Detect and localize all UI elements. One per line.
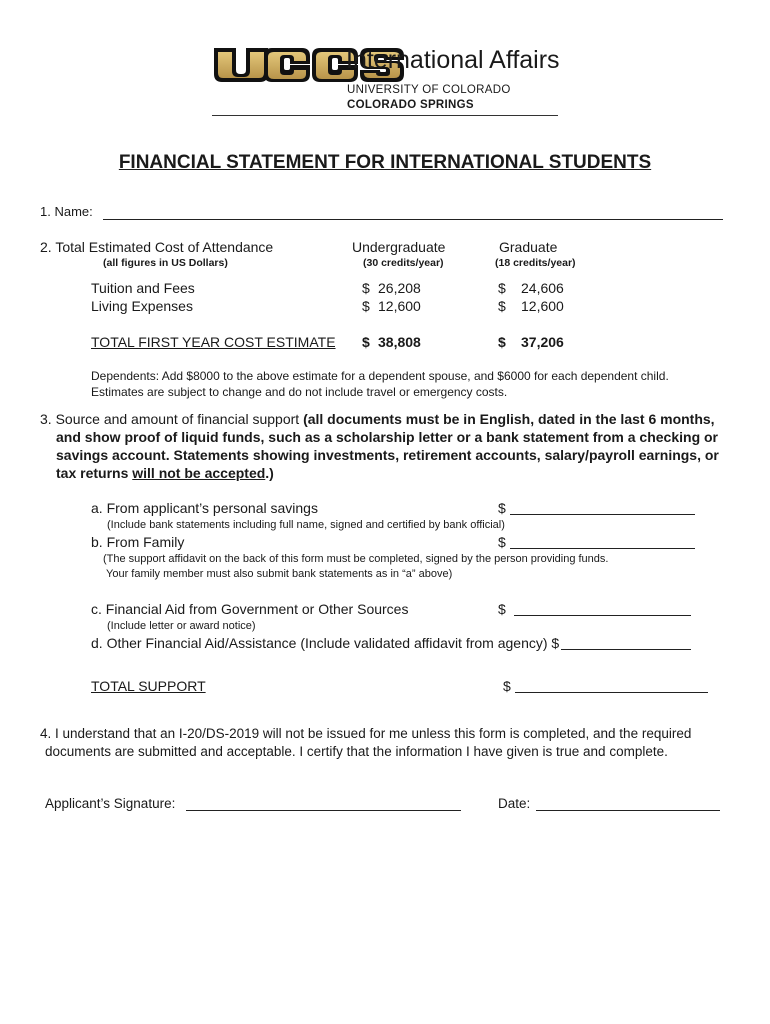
header-divider: [212, 115, 558, 116]
support-heading-intro: 3. Source and amount of financial support: [40, 411, 304, 427]
tuition-ug-currency: $: [362, 280, 370, 296]
living-ug-currency: $: [362, 298, 370, 314]
dependents-note: Dependents: Add $8000 to the above estimate for a dependent spouse, and $6000 for each dependent child.: [91, 369, 669, 383]
government-aid-amount-field[interactable]: [514, 615, 691, 616]
total-support-dollar: $: [503, 678, 511, 694]
support-requirements-4: [56, 465, 274, 481]
name-field[interactable]: [103, 219, 723, 220]
certification-line-1: 4. I understand that an I-20/DS-2019 will not be issued for me unless this form is completed, and the required: [40, 726, 692, 741]
graduate-credits: (18 credits/year): [495, 257, 576, 269]
government-aid-note: (Include letter or award notice): [107, 620, 256, 632]
living-ug-value: 12,600: [378, 298, 421, 314]
university-line-2: COLORADO SPRINGS: [347, 99, 474, 111]
living-grad-value: 12,600: [521, 298, 564, 314]
tuition-grad-value: 24,606: [521, 280, 564, 296]
support-requirements-1: (all documents must be in English, dated in the last 6 months,: [303, 411, 715, 427]
signature-label: Applicant’s Signature:: [45, 796, 176, 811]
total-cost-label: TOTAL FIRST YEAR COST ESTIMATE: [91, 334, 336, 350]
undergraduate-header: Undergraduate: [352, 239, 446, 255]
support-requirements-3: savings account. Statements showing investments, retirement accounts, salary/payroll earnings, or: [56, 447, 719, 463]
living-grad-currency: $: [498, 298, 506, 314]
savings-note: (Include bank statements including full name, signed and certified by bank official): [107, 519, 505, 531]
name-label: 1. Name:: [40, 204, 93, 219]
support-heading: [40, 411, 715, 427]
page-title: FINANCIAL STATEMENT FOR INTERNATIONAL STUDENTS: [118, 152, 652, 173]
certification-line-2: documents are submitted and acceptable. I certify that the information I have given is true and complete.: [45, 744, 668, 759]
not-accepted-text: will not be accepted: [132, 465, 266, 481]
support-requirements-4a: tax returns: [56, 465, 133, 481]
family-amount-field[interactable]: [510, 548, 695, 549]
support-requirements-2: and show proof of liquid funds, such as a scholarship letter or a bank statement from a checking or: [56, 429, 719, 445]
savings-dollar: $: [498, 500, 506, 516]
total-ug-value: 38,808: [378, 334, 421, 350]
date-label: Date:: [498, 796, 531, 811]
family-label: b. From Family: [91, 534, 185, 550]
graduate-header: Graduate: [499, 239, 558, 255]
savings-label: a. From applicant’s personal savings: [91, 500, 318, 516]
total-grad-value: 37,206: [521, 334, 564, 350]
other-aid-label: d. Other Financial Aid/Assistance (Include validated affidavit from agency) $: [91, 635, 560, 651]
family-note-2: Your family member must also submit bank statements as in “a” above): [106, 568, 453, 580]
department-name: International Affairs: [346, 46, 560, 74]
total-support-amount-field[interactable]: [515, 692, 708, 693]
government-aid-label: c. Financial Aid from Government or Other Sources: [91, 601, 409, 617]
tuition-ug-value: 26,208: [378, 280, 421, 296]
date-field[interactable]: [536, 810, 720, 811]
family-dollar: $: [498, 534, 506, 550]
family-note-1: (The support affidavit on the back of this form must be completed, signed by the person providing funds.: [103, 553, 609, 565]
undergraduate-credits: (30 credits/year): [363, 257, 444, 269]
savings-amount-field[interactable]: [510, 514, 695, 515]
tuition-label: Tuition and Fees: [91, 280, 195, 296]
estimates-note: Estimates are subject to change and do not include travel or emergency costs.: [91, 385, 508, 399]
tuition-grad-currency: $: [498, 280, 506, 296]
total-ug-currency: $: [362, 334, 370, 350]
cost-currency-note: (all figures in US Dollars): [103, 257, 228, 269]
university-line-1: UNIVERSITY OF COLORADO: [347, 84, 511, 96]
support-requirements-4c: .): [265, 465, 274, 481]
total-grad-currency: $: [498, 334, 506, 350]
government-aid-dollar: $: [498, 601, 506, 617]
signature-field[interactable]: [186, 810, 461, 811]
total-support-label: TOTAL SUPPORT: [91, 678, 206, 694]
living-label: Living Expenses: [91, 298, 193, 314]
cost-heading: 2. Total Estimated Cost of Attendance: [40, 239, 274, 255]
other-aid-amount-field[interactable]: [561, 649, 691, 650]
